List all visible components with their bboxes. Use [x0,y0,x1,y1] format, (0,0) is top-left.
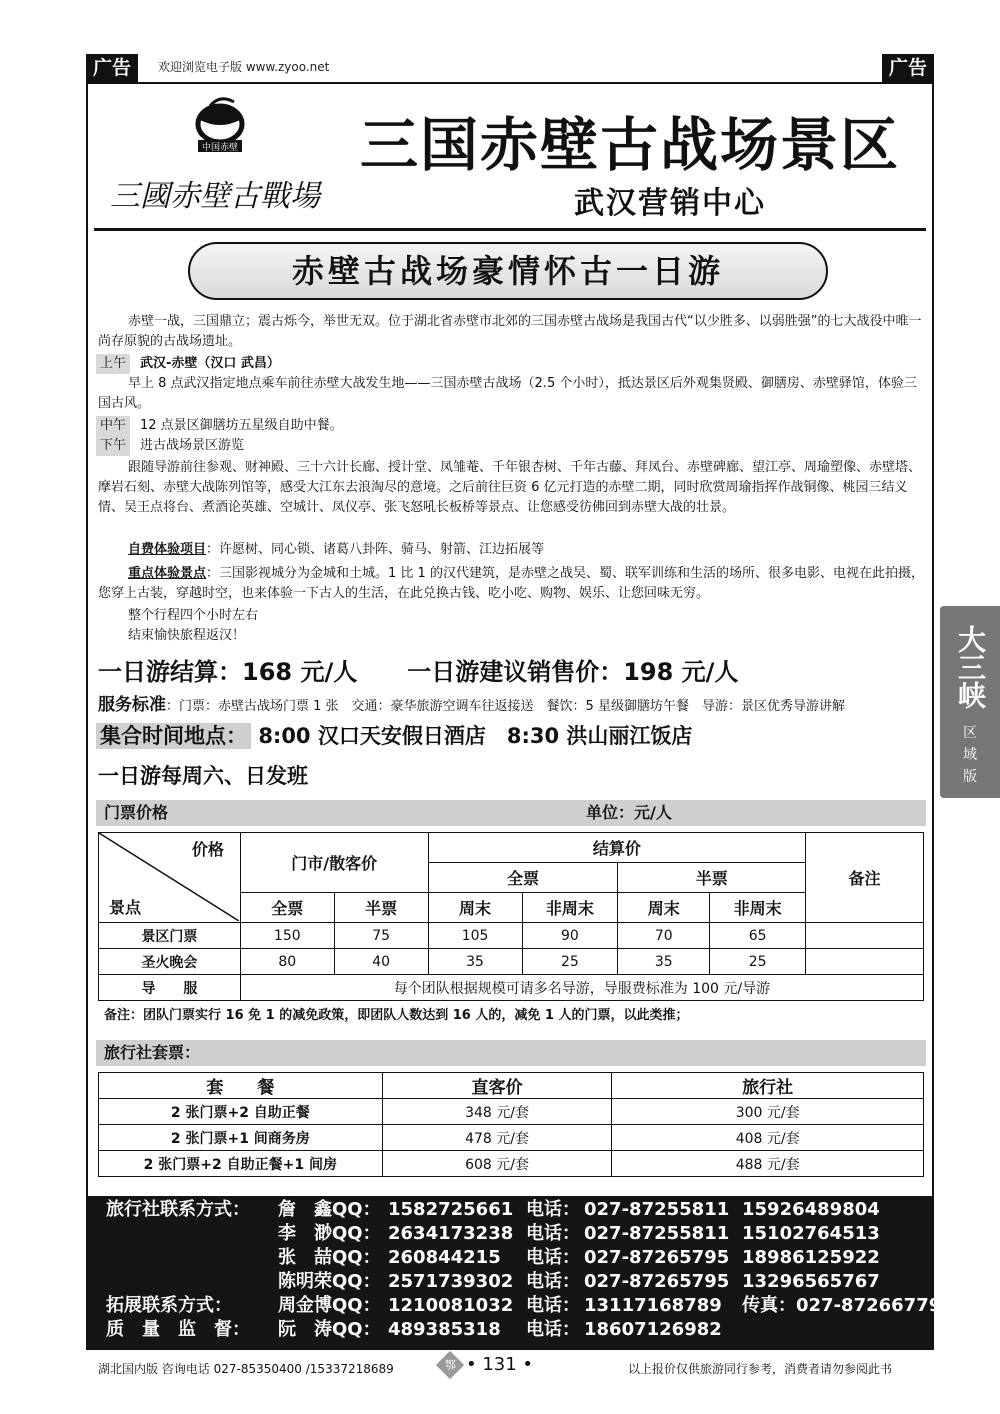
key-text: ：三国影视城分为金城和土城。1 比 1 的汉代建筑，是赤壁之战吴、蜀、联军训练和生活的场所、很多电影、电视在此拍摄，您穿上古装，穿越时空，也来体验一下古人的生活，在此兑换古钱、吃小吃、购物、娱乐、让您回味无穷。 [98,566,924,601]
cell: 90 [522,923,618,949]
province-badge-icon: 鄂 [436,1351,464,1379]
pkg-direct: 478 元/套 [382,1125,612,1151]
pkg-direct: 608 元/套 [382,1151,612,1177]
cell [806,923,924,949]
cell: 70 [618,923,710,949]
row-name: 景区门票 [99,923,241,949]
cell: 40 [334,949,428,975]
header-full-weekend: 周末 [428,893,522,923]
diagonal-header-cell [99,833,241,923]
afternoon-text: 跟随导游前往参观、财神殿、三十六计长廊、授计堂、凤雏菴、千年银杏树、千年古藤、拜凤台、赤壁碑廊、望江亭、周瑜塑像、赤壁塔、摩岩石刻、赤壁大战陈列馆等，感受大江东去浪淘尽的意境。之后前往巨资 6 亿元打造的赤壁二期，同时欣赏周瑜指挥作战铜像、桃园三结义情、吴王点将台、煮酒论英雄、空城计、凤仪亭、张飞怒吼长板桥等景点、让您感受彷佛回到赤壁大战的壮景。 [98,460,922,515]
side-tab-sub: 域 [963,747,977,763]
footer-disclaimer: 以上报价仅供旅游同行参考，消费者请勿参阅此书 [628,1362,893,1376]
noon-row [96,416,343,436]
welcome-text: 欢迎浏览电子版 www.zyoo.net [158,60,330,74]
intro-paragraph: 赤壁一战，三国鼎立；震古烁今，举世无双。位于湖北省赤壁市北郊的三国赤壁古战场是我国古代“以少胜多、以弱胜强”的七大战役中唯一尚存原貌的古战场遗址。 [98,314,922,349]
optional-activities [128,540,926,560]
side-tab-sub: 区 [963,725,977,741]
meet-label: 集合时间地点： [96,723,251,749]
region-side-tab [940,606,1000,798]
pkg-agency: 488 元/套 [612,1151,924,1177]
pkg-agency: 408 元/套 [612,1125,924,1151]
morning-text: 早上 8 点武汉指定地点乘车前往赤壁大战发生地——三国赤壁古战场（2.5 个小时），抵达景区后外观集贤殿、御膳房、赤壁驿馆，体验三国古风。 [98,376,917,411]
optional-label: 自费体验项目 [128,542,207,557]
cell: 105 [428,923,522,949]
service-standard [98,690,845,715]
service-label: 服务标准 [98,695,166,715]
group-discount-note: 备注：团队门票实行 16 免 1 的减免政策，即团队人数达到 16 人的，减免 1 人的门票，以此类推； [104,1008,689,1023]
morning-row [96,354,280,374]
logo-seal-text: 中国赤壁 [201,143,239,153]
key-spots [98,564,926,604]
weekly-schedule: 一日游每周六、日发班 [98,764,308,788]
header-settle-full: 全票 [428,863,618,893]
table-row [99,1099,924,1125]
service-text: ：门票：赤壁古战场门票 1 张 交通：豪华旅游空调车往返接送 餐饮：5 星级御膳坊午餐 导游：景区优秀导游讲解 [166,699,845,714]
ticket-unit: 单位：元/人 [586,803,672,822]
afternoon-title: 进古战场景区游览 [140,438,245,453]
afternoon-tag: 下午 [96,436,130,456]
package-section-bar: 旅行社套票： [96,1040,926,1066]
dragon-emblem-icon [198,99,242,153]
ad-label-left: 广告 [86,54,138,82]
pkg-direct: 348 元/套 [382,1099,612,1125]
morning-title: 武汉-赤壁（汉口 武昌） [140,356,280,371]
price-line [98,652,788,687]
contact-box: 旅行社联系方式： 詹 鑫QQ： 1582725661 电话： 027-87255811 15926489804 李 渺QQ： 2634173238 电话： 027-87255811 15102764513 张 喆QQ： 260844215 电话： 027-87265795 18986125922 陈明荣QQ： 2571739302 电话： 027-87265795 13296565767 拓展联系方式： 周金博QQ： 1210081032 电话： 13117168789 传真：027-87266779 质 量 监 督： 阮 涛QQ： 489385318 电话： 18607126982 [88,1196,932,1348]
header-full-weekday: 非周末 [522,893,618,923]
afternoon-row [96,436,244,456]
pkg-name: 2 张门票+1 间商务房 [99,1125,383,1151]
pkg-name: 2 张门票+2 自助正餐 [99,1099,383,1125]
pkg-header: 套 餐 [99,1073,383,1099]
noon-tag: 中午 [96,416,130,436]
main-title: 三国赤壁古战场景区 [359,111,900,179]
header-half-weekend: 周末 [618,893,710,923]
header-market-half: 半票 [334,893,428,923]
logo-calligraphy: 三國赤壁古戰場 [110,179,320,214]
header-price: 价格 [191,840,224,859]
pkg-header: 旅行社 [612,1073,924,1099]
guide-text: 每个团队根据规模可请多名导游，导服费标准为 100 元/导游 [240,975,923,1001]
table-row [99,1125,924,1151]
header-divider [94,228,926,231]
table-row [99,923,924,949]
chibi-logo [100,94,340,224]
header-settle-half: 半票 [618,863,806,893]
retail-price: 一日游建议销售价：198 元/人 [407,658,739,686]
end-text: 结束愉快旅程返汉！ [128,628,246,643]
page-number: 鄂 • 131 • [440,1354,533,1375]
row-name: 圣火晚会 [99,949,241,975]
pkg-header: 直客价 [382,1073,612,1099]
expand-label: 拓展联系方式： [106,1295,232,1316]
tour-banner: 赤壁古战场豪情怀古一日游 [188,242,828,300]
morning-tag: 上午 [96,354,130,374]
duration-text: 整个行程四个小时左右 [128,608,259,623]
ticket-price-table [98,832,924,1001]
agency-label: 旅行社联系方式： [106,1199,250,1220]
table-row [99,1151,924,1177]
pkg-name: 2 张门票+2 自助正餐+1 间房 [99,1151,383,1177]
footer-left: 湖北国内版 咨询电话 027-85350400 /15337218689 [98,1362,394,1376]
cell: 35 [428,949,522,975]
meet-text: 8:00 汉口天安假日酒店 8:30 洪山丽江饭店 [258,724,693,748]
sub-title: 武汉营销中心 [574,186,766,221]
cell: 75 [334,923,428,949]
ad-label-right: 广告 [882,54,934,82]
pkg-agency: 300 元/套 [612,1099,924,1125]
key-label: 重点体验景点 [128,566,207,581]
package-table [98,1072,924,1177]
ticket-section-bar [96,800,926,826]
cell: 65 [710,923,806,949]
table-row [99,975,924,1001]
optional-text: ：许愿树、同心锁、诸葛八卦阵、骑马、射箭、江边拓展等 [206,542,545,557]
header-market-full: 全票 [240,893,334,923]
header-half-weekday: 非周末 [710,893,806,923]
row-name: 导 服 [99,975,241,1001]
cell: 150 [240,923,334,949]
side-tab-sub: 版 [963,769,977,785]
cell: 25 [522,949,618,975]
header-spot: 景点 [109,898,142,917]
ticket-section-title: 门票价格 [104,803,169,822]
cell: 35 [618,949,710,975]
cell: 80 [240,949,334,975]
meeting-info [96,720,692,750]
quality-label: 质 量 监 督： [106,1319,250,1340]
header-market: 门市/散客价 [240,833,428,893]
table-row [99,949,924,975]
settle-price: 一日游结算：168 元/人 [98,658,358,686]
header-settle: 结算价 [428,833,806,863]
header-note: 备注 [806,833,924,923]
side-tab-title: 大三峡 [954,625,987,709]
noon-text: 12 点景区御膳坊五星级自助中餐。 [140,418,343,433]
cell [806,949,924,975]
cell: 25 [710,949,806,975]
